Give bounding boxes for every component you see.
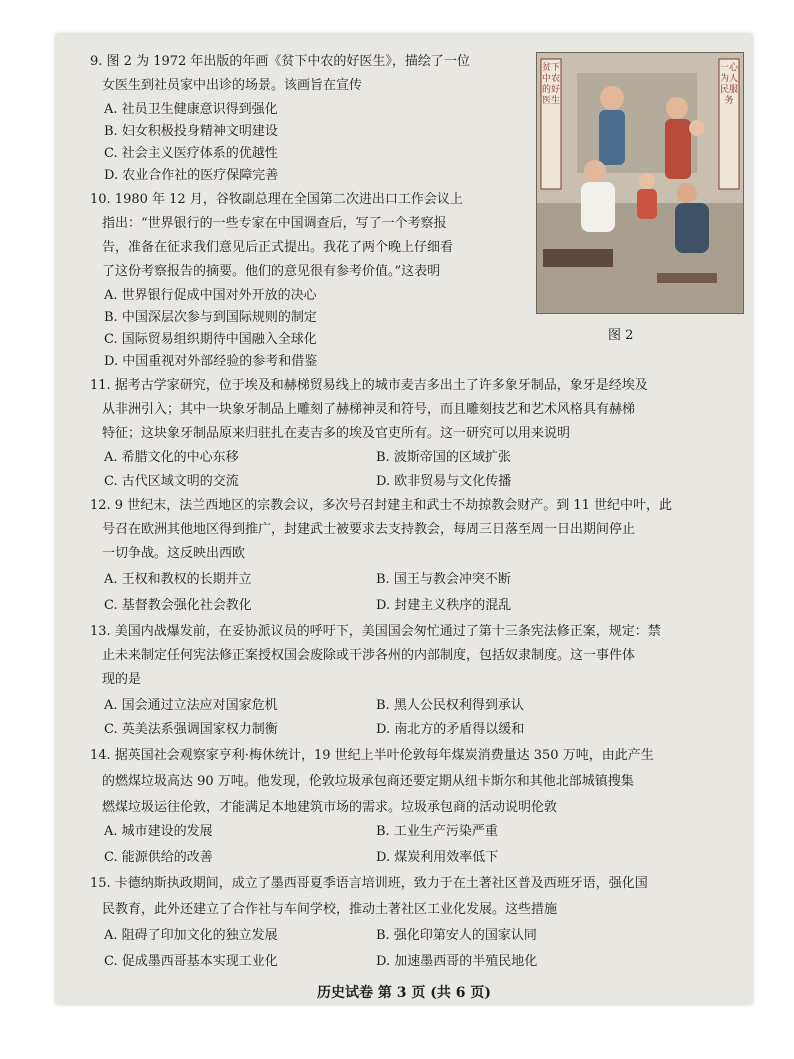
question-14-option-a: A. 城市建设的发展 xyxy=(104,824,213,839)
question-10-option-b: B. 中国深层次参与到国际规则的制定 xyxy=(104,310,317,325)
question-13-line-1: 13. 美国内战爆发前，在妥协派议员的呼吁下，美国国会匆忙通过了第十三条宪法修正案，规定：禁 xyxy=(90,624,661,639)
poster-left-banner: 贫下中农的好医生 xyxy=(541,63,560,106)
question-10-line-1: 10. 1980 年 12 月，谷牧副总理在全国第二次进出口工作会议上 xyxy=(90,192,463,207)
question-10-option-d: D. 中国重视对外部经验的参考和借鉴 xyxy=(104,354,318,369)
question-10-option-c: C. 国际贸易组织期待中国融入全球化 xyxy=(104,332,317,347)
question-11-option-b: B. 波斯帝国的区域扩张 xyxy=(376,450,511,465)
question-14-line-2: 的燃煤垃圾高达 90 万吨。他发现，伦敦垃圾承包商还要定期从纽卡斯尔和其他北部城镇搜集 xyxy=(102,774,634,789)
question-15-option-b: B. 强化印第安人的国家认同 xyxy=(376,928,537,943)
question-14-option-b: B. 工业生产污染严重 xyxy=(376,824,498,839)
question-15-option-c: C. 促成墨西哥基本实现工业化 xyxy=(104,954,278,969)
question-14-line-3: 燃煤垃圾运往伦敦，才能满足本地建筑市场的需求。垃圾承包商的活动说明伦敦 xyxy=(102,800,558,815)
question-11-line-2: 从非洲引入；其中一块象牙制品上雕刻了赫梯神灵和符号，而且雕刻技艺和艺术风格具有赫梯 xyxy=(102,402,636,417)
question-10-line-4: 了这份考察报告的摘要。他们的意见很有参考价值。”这表明 xyxy=(102,264,441,279)
question-11-option-a: A. 希腊文化的中心东移 xyxy=(104,450,239,465)
question-15-option-a: A. 阻碍了印加文化的独立发展 xyxy=(104,928,278,943)
question-14-line-1: 14. 据英国社会观察家亨利·梅休统计，19 世纪上半叶伦敦每年煤炭消费量达 350 万吨，由此产生 xyxy=(90,748,654,763)
question-9-option-d: D. 农业合作社的医疗保障完善 xyxy=(104,168,279,183)
question-9-line-2: 女医生到社员家中出诊的场景。该画旨在宣传 xyxy=(102,78,363,93)
question-9-option-a: A. 社员卫生健康意识得到强化 xyxy=(104,102,278,117)
question-14-option-c: C. 能源供给的改善 xyxy=(104,850,213,865)
question-10-line-2: 指出：“世界银行的一些专家在中国调查后，写了一个考察报 xyxy=(102,216,447,231)
question-13-line-2: 止未来制定任何宪法修正案授权国会废除或干涉各州的内部制度，包括奴隶制度。这一事件体 xyxy=(102,648,636,663)
question-13-line-3: 现的是 xyxy=(102,672,142,687)
question-15-line-2: 民教育，此外还建立了合作社与车间学校，推动土著社区工业化发展。这些措施 xyxy=(102,902,558,917)
question-9-option-c: C. 社会主义医疗体系的优越性 xyxy=(104,146,278,161)
exam-page xyxy=(56,34,752,1004)
question-10-line-3: 告，准备在征求我们意见后正式提出。我花了两个晚上仔细看 xyxy=(102,240,454,255)
question-9-line-1: 9. 图 2 为 1972 年出版的年画《贫下中农的好医生》，描绘了一位 xyxy=(90,54,470,69)
question-12-option-b: B. 国王与教会冲突不断 xyxy=(376,572,511,587)
question-9-option-b: B. 妇女积极投身精神文明建设 xyxy=(104,124,278,139)
question-15-option-d: D. 加速墨西哥的半殖民地化 xyxy=(376,954,538,969)
question-11-option-d: D. 欧非贸易与文化传播 xyxy=(376,474,512,489)
poster-right-banner: 一心为人民服务 xyxy=(719,63,738,106)
question-13-option-a: A. 国会通过立法应对国家危机 xyxy=(104,698,278,713)
question-13-option-c: C. 英美法系强调国家权力制衡 xyxy=(104,722,278,737)
question-12-option-a: A. 王权和教权的长期并立 xyxy=(104,572,252,587)
question-11-line-3: 特征；这块象牙制品原来归驻扎在麦吉多的埃及官吏所有。这一研究可以用来说明 xyxy=(102,426,571,441)
question-12-option-d: D. 封建主义秩序的混乱 xyxy=(376,598,512,613)
question-10-option-a: A. 世界银行促成中国对外开放的决心 xyxy=(104,288,317,303)
question-12-line-1: 12. 9 世纪末，法兰西地区的宗教会议，多次号召封建主和武士不劫掠教会财产。到 11 世纪中叶，此 xyxy=(90,498,673,513)
question-13-option-d: D. 南北方的矛盾得以缓和 xyxy=(376,722,525,737)
poster-illustration xyxy=(536,52,744,314)
question-11-option-c: C. 古代区域文明的交流 xyxy=(104,474,239,489)
question-13-option-b: B. 黑人公民权利得到承认 xyxy=(376,698,524,713)
question-14-option-d: D. 煤炭利用效率低下 xyxy=(376,850,499,865)
question-11-line-1: 11. 据考古学家研究，位于埃及和赫梯贸易线上的城市麦吉多出土了许多象牙制品，象牙是经埃及 xyxy=(90,378,648,393)
question-15-line-1: 15. 卡德纳斯执政期间，成立了墨西哥夏季语言培训班，致力于在土著社区普及西班牙语，强化国 xyxy=(90,876,648,891)
question-12-line-3: 一切争战。这反映出西欧 xyxy=(102,546,246,561)
page-footer: 历史试卷 第 3 页 (共 6 页) xyxy=(317,985,491,1001)
figure-caption: 图 2 xyxy=(608,328,634,343)
question-12-option-c: C. 基督教会强化社会教化 xyxy=(104,598,252,613)
question-12-line-2: 号召在欧洲其他地区得到推广，封建武士被要求去支持教会，每周三日落至周一日出期间停止 xyxy=(102,522,636,537)
